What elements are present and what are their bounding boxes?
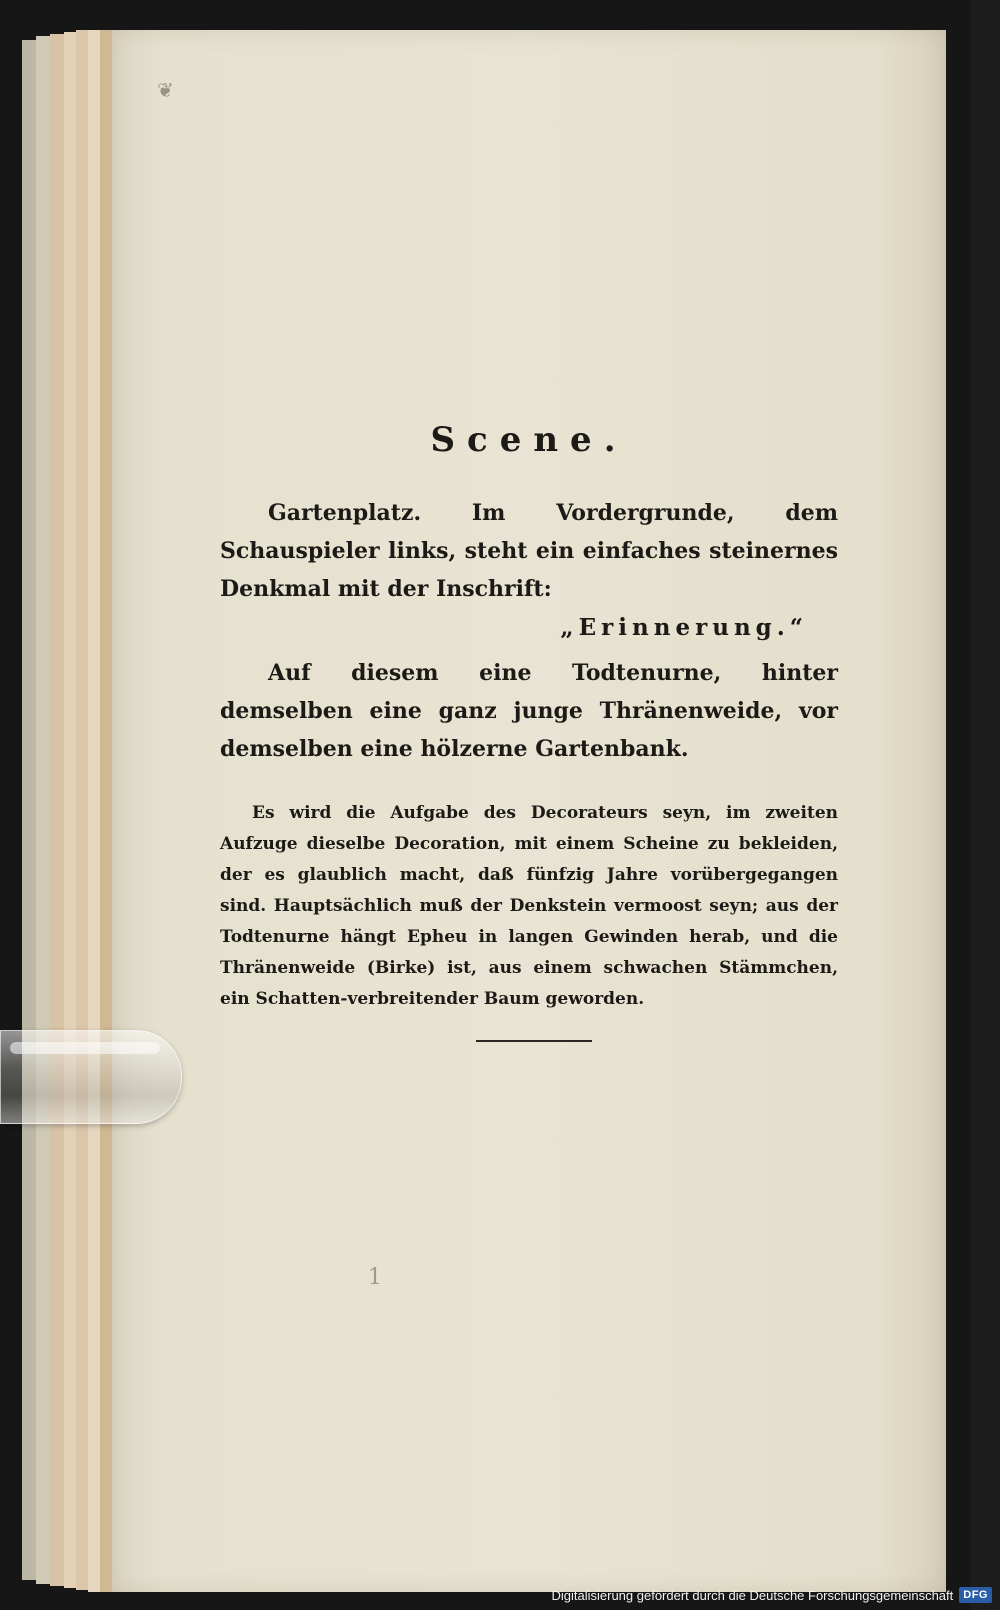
book-page	[112, 30, 946, 1592]
credit-text: Digitalisierung gefördert durch die Deutsche Forschungsgemeinschaft	[551, 1587, 954, 1603]
pencil-mark: 1	[368, 1265, 382, 1290]
scene-description-continued: Auf diesem eine Todtenurne, hinter demselben eine ganz junge Thränenweide, vor demselben eine hölzerne Gartenbank.	[220, 660, 838, 762]
page-corner-mark: ❦	[157, 78, 174, 102]
scene-description: Gartenplatz. Im Vordergrunde, dem Schauspieler links, steht ein einfaches steinernes Denkmal mit der Inschrift:	[220, 500, 838, 602]
page-edges	[22, 30, 122, 1592]
page-content	[220, 420, 838, 1015]
adjacent-page-shadow	[970, 0, 1000, 1610]
digitization-credit	[551, 1584, 992, 1606]
section-rule	[476, 1040, 592, 1042]
scene-heading: Scene.	[430, 420, 628, 460]
dfg-logo-icon: DFG	[959, 1587, 992, 1603]
page-clip-highlight	[10, 1042, 160, 1054]
inscription-text: „Erinnerung.“	[560, 614, 808, 641]
decorator-note: Es wird die Aufgabe des Decorateurs seyn, im zweiten Aufzuge dieselbe Decoration, mit einem Scheine zu bekleiden, der es glaublich macht, daß fünfzig Jahre vorübergegangen sind. Hauptsächlich muß der Denkstein vermoost seyn; aus der Todtenurne hängt Epheu in langen Gewinden herab, und die Thränenweide (Birke) ist, aus einem schwachen Stämmchen, ein Schatten-verbreitender Baum geworden.	[220, 803, 838, 1009]
